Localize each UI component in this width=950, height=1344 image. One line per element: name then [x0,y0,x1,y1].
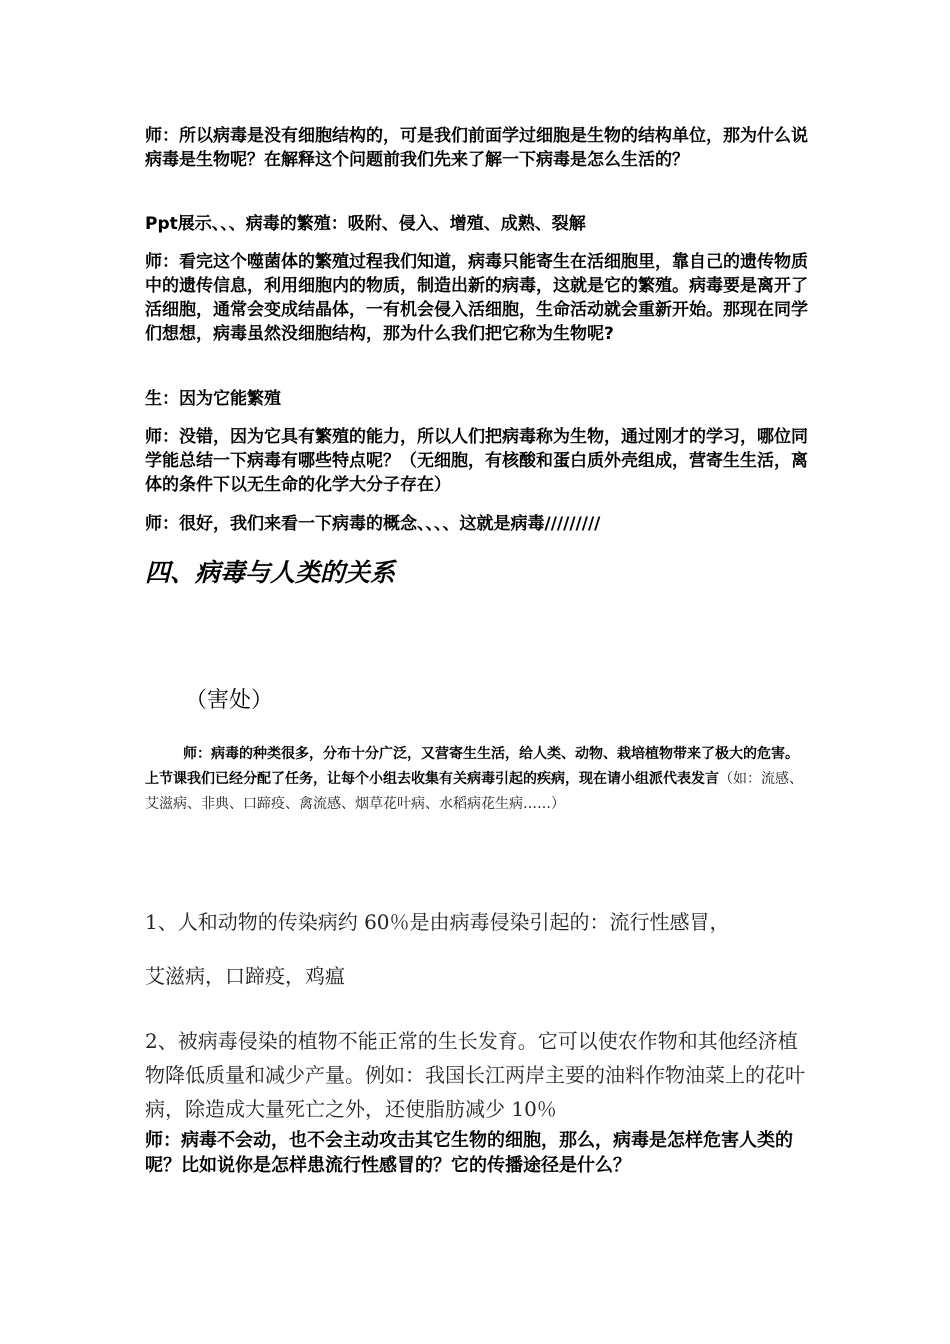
section-subheading: （害处） [185,688,274,713]
harm-intro-text: 师：病毒的种类很多，分布十分广泛，又营寄生生活，给人类、动物、栽培植物带来了极大的危害。上节课我们已经分配了任务，让每个小组去收集有关病毒引起的疾病，现在请小组派代表发言 [145,746,799,787]
paragraph-virus-concept: 师：很好，我们来看一下病毒的概念、、、、这就是病毒///////// [145,514,601,534]
point-1-line-2: 艾滋病，口蹄疫，鸡瘟 [145,964,345,988]
point-2: 2、被病毒侵染的植物不能正常的生长发育。它可以使农作物和其他经济植物降低质量和减少产量。例如：我国长江两岸主要的油料作物油菜上的花叶病，除造成大量死亡之外，还使脂肪减少 10％ [145,1029,805,1121]
section-heading: 四、病毒与人类的关系 [145,558,396,587]
paragraph-harm-intro [145,742,810,817]
paragraph-teacher-explanation: 师：看完这个噬菌体的繁殖过程我们知道，病毒只能寄生在活细胞里，靠自己的遗传物质中的遗传信息，利用细胞内的物质，制造出新的病毒，这就是它的繁殖。病毒要是离开了活细胞，通常会变成结晶体，一有机会侵入活细胞，生命活动就会重新开始。那现在同学们想想，病毒虽然没细胞结构，那为什么我们把它称为生物呢? [145,252,808,344]
paragraph-student-answer: 生：因为它能繁殖 [145,389,281,409]
point-1-line-1: 1、人和动物的传染病约 60％是由病毒侵染引起的：流行性感冒， [145,910,730,934]
paragraph-closing-question: 师：病毒不会动，也不会主动攻击其它生物的细胞，那么，病毒是怎样危害人类的呢？比如说你是怎样患流行性感冒的？它的传播途径是什么？ [145,1130,793,1176]
harm-intro-examples: （如：流感、艾滋病、非典、口蹄疫、禽流感、烟草花叶病、水稻病花生病……） [145,771,803,812]
paragraph-teacher-summary: 师：没错，因为它具有繁殖的能力，所以人们把病毒称为生物，通过刚才的学习，哪位同学能总结一下病毒有哪些特点呢？（无细胞，有核酸和蛋白质外壳组成，营寄生生活，离体的条件下以无生命的化学大分子存在） [145,427,808,495]
paragraph-teacher-question: 师：所以病毒是没有细胞结构的，可是我们前面学过细胞是生物的结构单位，那为什么说病毒是生物呢？在解释这个问题前我们先来了解一下病毒是怎么生活的？ [145,126,808,170]
paragraph-ppt-reproduction: Ppt展示、、、病毒的繁殖：吸附、侵入、增殖、成熟、裂解 [145,214,586,234]
